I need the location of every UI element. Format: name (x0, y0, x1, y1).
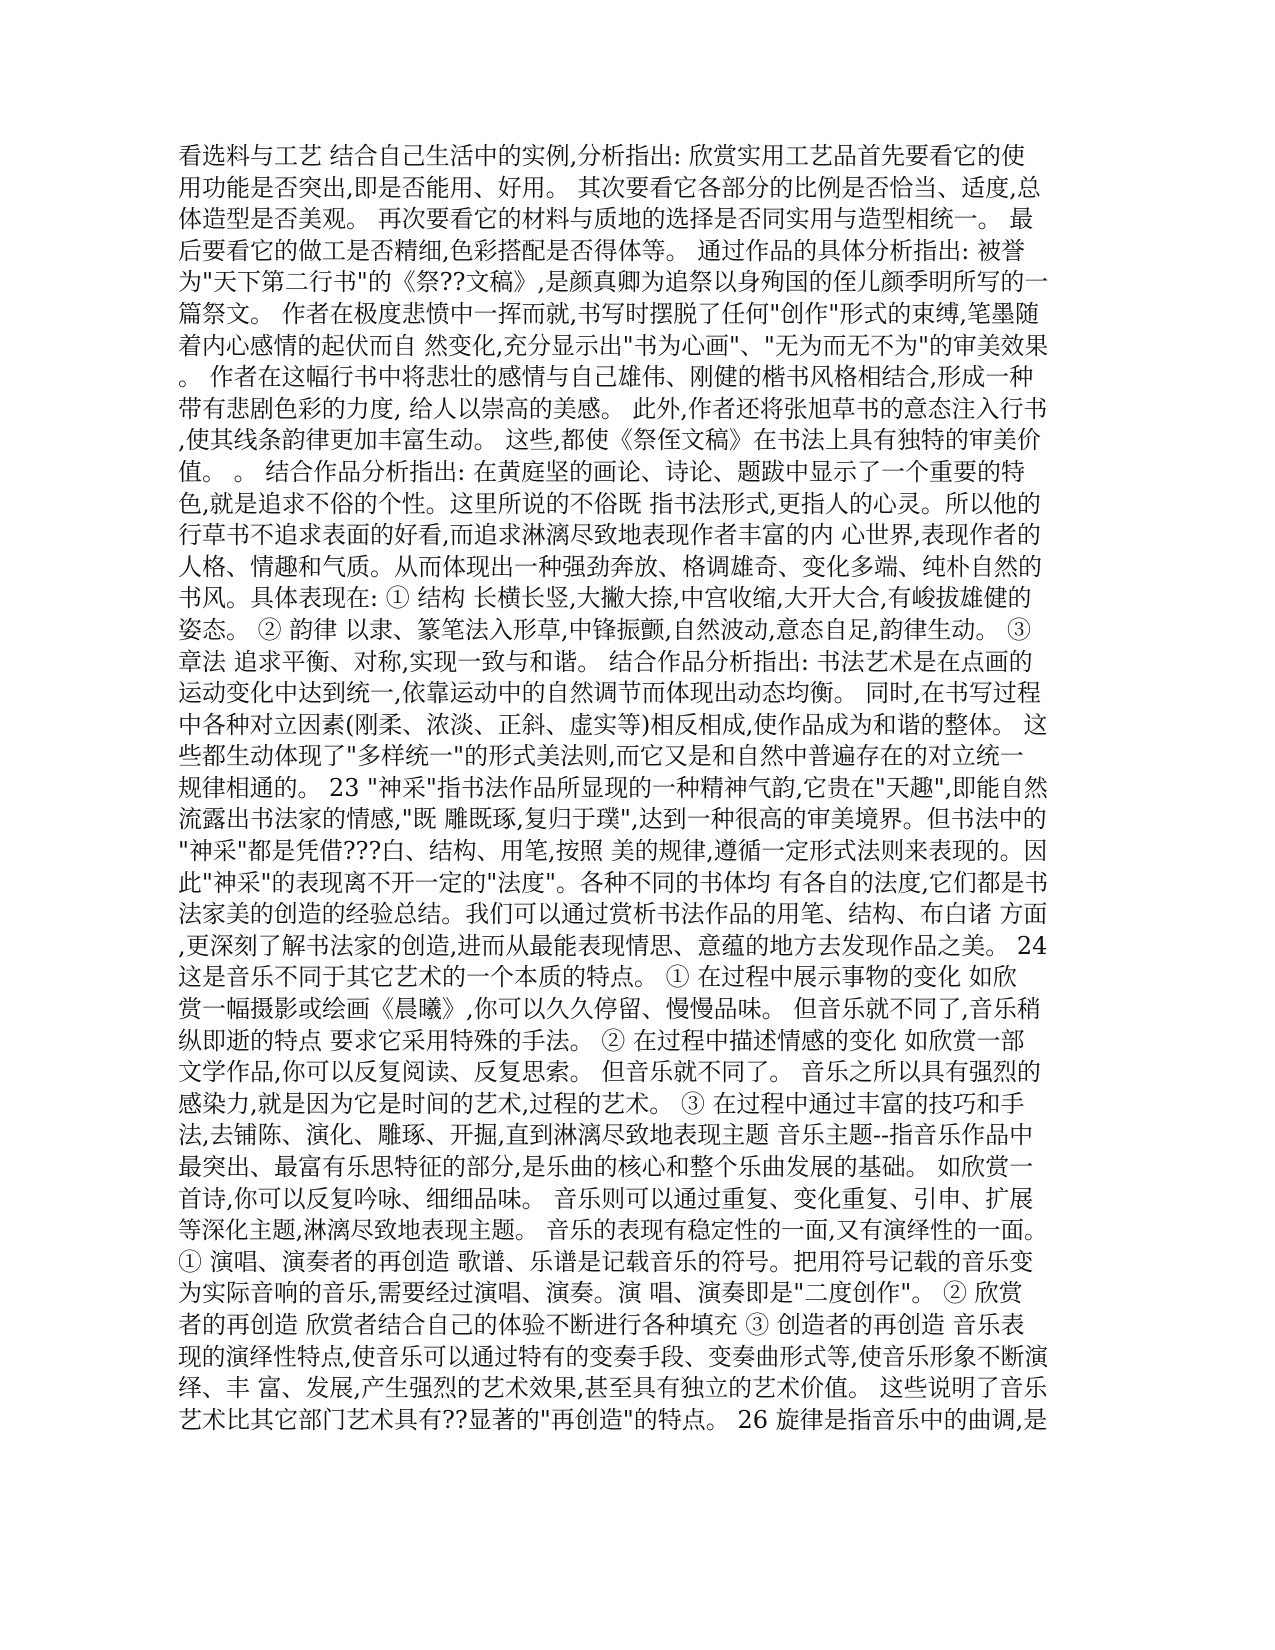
text-line: ① 演唱、演奏者的再创造 歌谱、乐谱是记载音乐的符号。把用符号记载的音乐变 (178, 1247, 1034, 1276)
text-line: 纵即逝的特点 要求它采用特殊的手法。 ② 在过程中描述情感的变化 如欣赏一部 (178, 1026, 1025, 1055)
text-line: 带有悲剧色彩的力度, 给人以崇高的美感。 此外,作者还将张旭草书的意态注入行书 (178, 394, 1048, 423)
text-line: 文学作品,你可以反复阅读、反复思索。 但音乐就不同了。 音乐之所以具有强烈的 (178, 1058, 1041, 1087)
text-line: ,使其线条韵律更加丰富生动。 这些,都使《祭侄文稿》在书法上具有独特的审美价 (178, 426, 1041, 455)
text-line: 法,去铺陈、演化、雕琢、开掘,直到淋漓尽致地表现主题 音乐主题--指音乐作品中 (178, 1121, 1034, 1150)
text-line: 流露出书法家的情感,"既 雕既琢,复归于璞",达到一种很高的审美境界。但书法中的 (178, 805, 1047, 834)
text-line: 后要看它的做工是否精细,色彩搭配是否得体等。 通过作品的具体分析指出: 被誉 (178, 236, 1025, 265)
text-line: 者的再创造 欣赏者结合自己的体验不断进行各种填充 ③ 创造者的再创造 音乐表 (178, 1310, 1025, 1339)
text-line: 章法 追求平衡、对称,实现一致与和谐。 结合作品分析指出: 书法艺术是在点画的 (178, 647, 1033, 676)
text-line: 书风。具体表现在: ① 结构 长横长竖,大撇大捺,中宫收缩,大开大合,有峻拔雄健的 (178, 584, 1032, 613)
text-line: 等深化主题,淋漓尽致地表现主题。 音乐的表现有稳定性的一面,又有演绎性的一面。 (178, 1216, 1048, 1245)
text-line: 姿态。 ② 韵律 以隶、篆笔法入形草,中锋振颤,自然波动,意态自足,韵律生动。 ③ (178, 615, 1032, 644)
text-line: 感染力,就是因为它是时间的艺术,过程的艺术。 ③ 在过程中通过丰富的技巧和手 (178, 1089, 1025, 1118)
text-line: 为实际音响的音乐,需要经过演唱、演奏。演 唱、演奏即是"二度创作"。 ② 欣赏 (178, 1279, 1023, 1308)
text-line: 人格、情趣和气质。从而体现出一种强劲奔放、格调雄奇、变化多端、纯朴自然的 (178, 552, 1042, 581)
text-line: 此"神采"的表现离不开一定的"法度"。各种不同的书体均 有各自的法度,它们都是书 (178, 868, 1049, 897)
text-line: 艺术比其它部门艺术具有??显著的"再创造"的特点。 26 旋律是指音乐中的曲调,是 (178, 1405, 1048, 1434)
text-line: 行草书不追求表面的好看,而追求淋漓尽致地表现作者丰富的内 心世界,表现作者的 (178, 521, 1041, 550)
text-line: 这是音乐不同于其它艺术的一个本质的特点。 ① 在过程中展示事物的变化 如欣 (178, 963, 1017, 992)
text-line: 赏一幅摄影或绘画《晨曦》,你可以久久停留、慢慢品味。 但音乐就不同了,音乐稍 (178, 995, 1041, 1024)
text-line: 运动变化中达到统一,依靠运动中的自然调节而体现出动态均衡。 同时,在书写过程 (178, 679, 1041, 708)
text-line: 绎、丰 富、发展,产生强烈的艺术效果,甚至具有独立的艺术价值。 这些说明了音乐 (178, 1374, 1048, 1403)
text-line: 用功能是否突出,即是否能用、好用。 其次要看它各部分的比例是否恰当、适度,总 (178, 173, 1041, 202)
text-line: 法家美的创造的经验总结。我们可以通过赏析书法作品的用笔、结构、布白诸 方面 (178, 900, 1048, 929)
text-line: 现的演绎性特点,使音乐可以通过特有的变奏手段、变奏曲形式等,使音乐形象不断演 (178, 1342, 1049, 1371)
text-line: "神采"都是凭借???白、结构、用笔,按照 美的规律,遵循一定形式法则来表现的。因 (178, 837, 1048, 866)
text-line: ,更深刻了解书法家的创造,进而从最能表现情思、意蕴的地方去发现作品之美。 24 (178, 931, 1048, 960)
text-line: 色,就是追求不俗的个性。这里所说的不俗既 指书法形式,更指人的心灵。所以他的 (178, 489, 1041, 518)
text-line: 中各种对立因素(刚柔、浓淡、正斜、虚实等)相反相成,使作品成为和谐的整体。 这 (178, 710, 1048, 739)
text-line: 。 作者在这幅行书中将悲壮的感情与自己雄伟、刚健的楷书风格相结合,形成一种 (178, 363, 1034, 392)
text-line: 首诗,你可以反复吟咏、细细品味。 音乐则可以通过重复、变化重复、引申、扩展 (178, 1184, 1034, 1213)
text-line: 规律相通的。 23 "神采"指书法作品所显现的一种精神气韵,它贵在"天趣",即能自然 (178, 773, 1048, 802)
text-line: 看选料与工艺 结合自己生活中的实例,分析指出: 欣赏实用工艺品首先要看它的使 (178, 142, 1025, 170)
text-line: 体造型是否美观。 再次要看它的材料与质地的选择是否同实用与造型相统一。 最 (178, 205, 1034, 234)
text-line: 些都生动体现了"多样统一"的形式美法则,而它又是和自然中普遍存在的对立统一 (178, 742, 1024, 771)
text-line: 最突出、最富有乐思特征的部分,是乐曲的核心和整个乐曲发展的基础。 如欣赏一 (178, 1153, 1034, 1181)
text-line: 着内心感情的起伏而自 然变化,充分显示出"书为心画"、"无为而无不为"的审美效果 (178, 331, 1049, 360)
body-text (178, 141, 1048, 1436)
text-line: 值。 。 结合作品分析指出: 在黄庭坚的画论、诗论、题跋中显示了一个重要的特 (178, 457, 1025, 486)
text-line: 为"天下第二行书"的《祭??文稿》,是颜真卿为追祭以身殉国的侄儿颜季明所写的一 (178, 268, 1049, 297)
text-line: 篇祭文。 作者在极度悲愤中一挥而就,书写时摆脱了任何"创作"形式的束缚,笔墨随 (178, 299, 1039, 328)
